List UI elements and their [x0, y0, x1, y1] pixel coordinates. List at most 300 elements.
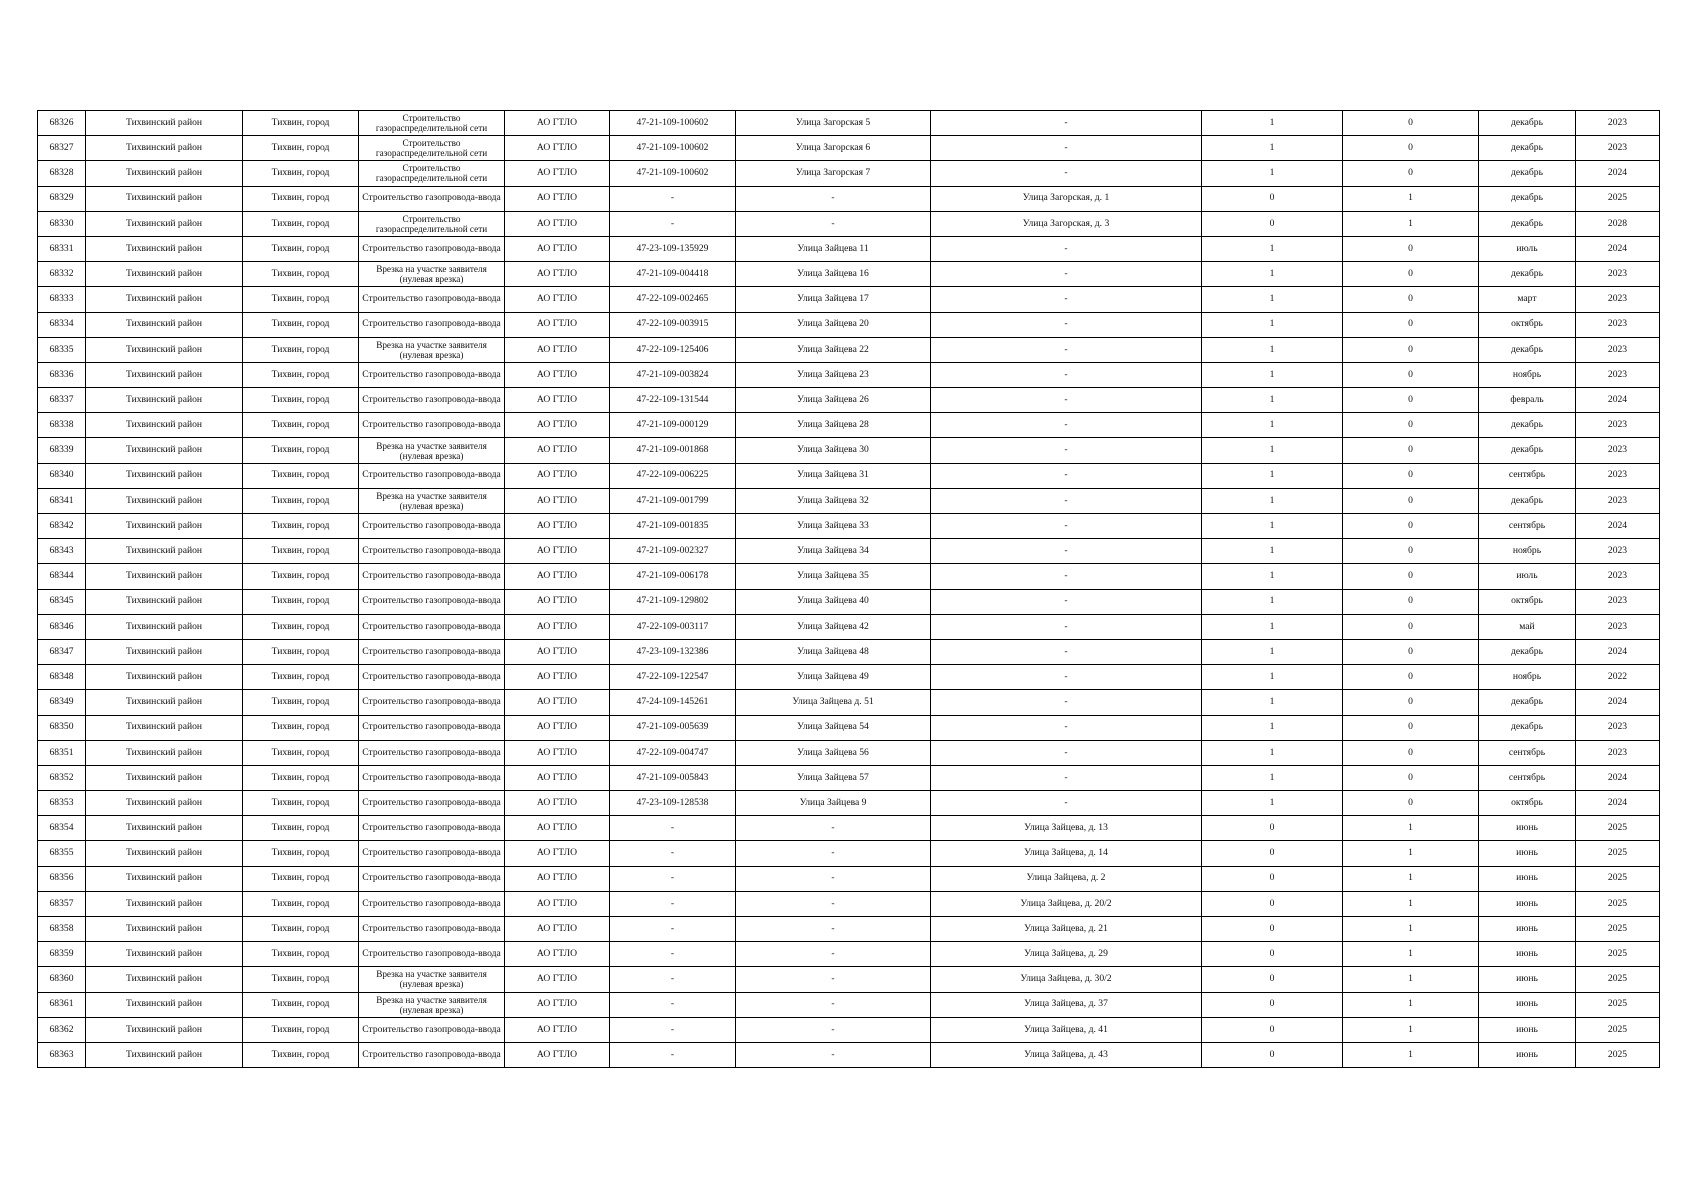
- month-cell: ноябрь: [1479, 362, 1576, 387]
- organization-cell: АО ГТЛО: [505, 514, 610, 539]
- locality-cell: Тихвин, город: [243, 1042, 359, 1067]
- year-cell: 2025: [1576, 816, 1660, 841]
- object-address-cell: Улица Зайцева 26: [736, 388, 931, 413]
- locality-cell: Тихвин, город: [243, 891, 359, 916]
- district-cell: Тихвинский район: [86, 312, 243, 337]
- table-row: [38, 488, 1660, 513]
- cadastral-number-cell: 47-23-109-128538: [610, 791, 736, 816]
- count-a-cell: 1: [1202, 639, 1343, 664]
- organization-cell: АО ГТЛО: [505, 463, 610, 488]
- cadastral-number-cell: 47-22-109-003915: [610, 312, 736, 337]
- month-cell: декабрь: [1479, 211, 1576, 236]
- cadastral-number-cell: -: [610, 841, 736, 866]
- table-row: [38, 942, 1660, 967]
- year-cell: 2023: [1576, 488, 1660, 513]
- table-row: [38, 312, 1660, 337]
- locality-cell: Тихвин, город: [243, 614, 359, 639]
- organization-cell: АО ГТЛО: [505, 942, 610, 967]
- table-row: [38, 211, 1660, 236]
- month-cell: декабрь: [1479, 262, 1576, 287]
- organization-cell: АО ГТЛО: [505, 765, 610, 790]
- year-cell: 2025: [1576, 1017, 1660, 1042]
- work-type-cell: Строительство газораспределительной сети: [359, 161, 505, 186]
- year-cell: 2023: [1576, 438, 1660, 463]
- work-type-cell: Строительство газопровода-ввода: [359, 690, 505, 715]
- count-b-cell: 0: [1343, 740, 1479, 765]
- locality-cell: Тихвин, город: [243, 665, 359, 690]
- district-cell: Тихвинский район: [86, 992, 243, 1017]
- count-b-cell: 0: [1343, 438, 1479, 463]
- month-cell: октябрь: [1479, 312, 1576, 337]
- count-a-cell: 1: [1202, 312, 1343, 337]
- table-row: [38, 816, 1660, 841]
- count-b-cell: 1: [1343, 211, 1479, 236]
- connection-address-cell: Улица Зайцева, д. 14: [931, 841, 1202, 866]
- organization-cell: АО ГТЛО: [505, 388, 610, 413]
- month-cell: октябрь: [1479, 589, 1576, 614]
- organization-cell: АО ГТЛО: [505, 438, 610, 463]
- count-b-cell: 0: [1343, 514, 1479, 539]
- month-cell: декабрь: [1479, 413, 1576, 438]
- district-cell: Тихвинский район: [86, 942, 243, 967]
- count-b-cell: 1: [1343, 942, 1479, 967]
- table-row: [38, 236, 1660, 261]
- month-cell: декабрь: [1479, 715, 1576, 740]
- organization-cell: АО ГТЛО: [505, 639, 610, 664]
- locality-cell: Тихвин, город: [243, 564, 359, 589]
- work-type-cell: Строительство газопровода-ввода: [359, 514, 505, 539]
- year-cell: 2023: [1576, 111, 1660, 136]
- month-cell: сентябрь: [1479, 740, 1576, 765]
- connection-address-cell: -: [931, 337, 1202, 362]
- district-cell: Тихвинский район: [86, 287, 243, 312]
- table-row: [38, 388, 1660, 413]
- year-cell: 2023: [1576, 312, 1660, 337]
- month-cell: сентябрь: [1479, 514, 1576, 539]
- count-a-cell: 1: [1202, 111, 1343, 136]
- month-cell: июнь: [1479, 891, 1576, 916]
- district-cell: Тихвинский район: [86, 337, 243, 362]
- connection-address-cell: Улица Зайцева, д. 43: [931, 1042, 1202, 1067]
- organization-cell: АО ГТЛО: [505, 891, 610, 916]
- organization-cell: АО ГТЛО: [505, 262, 610, 287]
- district-cell: Тихвинский район: [86, 816, 243, 841]
- connection-address-cell: -: [931, 463, 1202, 488]
- organization-cell: АО ГТЛО: [505, 614, 610, 639]
- row-number-cell: 68349: [38, 690, 86, 715]
- month-cell: сентябрь: [1479, 463, 1576, 488]
- count-a-cell: 1: [1202, 765, 1343, 790]
- cadastral-number-cell: 47-24-109-145261: [610, 690, 736, 715]
- count-b-cell: 0: [1343, 589, 1479, 614]
- row-number-cell: 68345: [38, 589, 86, 614]
- organization-cell: АО ГТЛО: [505, 186, 610, 211]
- connection-address-cell: Улица Зайцева, д. 20/2: [931, 891, 1202, 916]
- object-address-cell: Улица Зайцева 28: [736, 413, 931, 438]
- year-cell: 2024: [1576, 639, 1660, 664]
- row-number-cell: 68347: [38, 639, 86, 664]
- object-address-cell: Улица Зайцева 32: [736, 488, 931, 513]
- row-number-cell: 68362: [38, 1017, 86, 1042]
- month-cell: декабрь: [1479, 690, 1576, 715]
- object-address-cell: Улица Зайцева 34: [736, 539, 931, 564]
- table-row: [38, 161, 1660, 186]
- object-address-cell: Улица Загорская 6: [736, 136, 931, 161]
- count-b-cell: 1: [1343, 967, 1479, 992]
- locality-cell: Тихвин, город: [243, 1017, 359, 1042]
- district-cell: Тихвинский район: [86, 917, 243, 942]
- work-type-cell: Строительство газораспределительной сети: [359, 136, 505, 161]
- year-cell: 2023: [1576, 362, 1660, 387]
- organization-cell: АО ГТЛО: [505, 992, 610, 1017]
- table-row: [38, 362, 1660, 387]
- organization-cell: АО ГТЛО: [505, 690, 610, 715]
- object-address-cell: Улица Зайцева 57: [736, 765, 931, 790]
- month-cell: июнь: [1479, 1017, 1576, 1042]
- locality-cell: Тихвин, город: [243, 262, 359, 287]
- object-address-cell: Улица Зайцева 42: [736, 614, 931, 639]
- cadastral-number-cell: -: [610, 891, 736, 916]
- connection-address-cell: -: [931, 665, 1202, 690]
- year-cell: 2024: [1576, 514, 1660, 539]
- row-number-cell: 68353: [38, 791, 86, 816]
- work-type-cell: Строительство газопровода-ввода: [359, 740, 505, 765]
- work-type-cell: Строительство газопровода-ввода: [359, 866, 505, 891]
- district-cell: Тихвинский район: [86, 362, 243, 387]
- object-address-cell: Улица Зайцева 16: [736, 262, 931, 287]
- count-b-cell: 0: [1343, 111, 1479, 136]
- row-number-cell: 68334: [38, 312, 86, 337]
- district-cell: Тихвинский район: [86, 514, 243, 539]
- count-a-cell: 1: [1202, 262, 1343, 287]
- row-number-cell: 68331: [38, 236, 86, 261]
- count-a-cell: 1: [1202, 539, 1343, 564]
- connection-address-cell: Улица Зайцева, д. 2: [931, 866, 1202, 891]
- locality-cell: Тихвин, город: [243, 312, 359, 337]
- object-address-cell: Улица Зайцева 40: [736, 589, 931, 614]
- locality-cell: Тихвин, город: [243, 111, 359, 136]
- work-type-cell: Строительство газопровода-ввода: [359, 816, 505, 841]
- month-cell: июнь: [1479, 1042, 1576, 1067]
- count-a-cell: 1: [1202, 740, 1343, 765]
- connection-address-cell: -: [931, 136, 1202, 161]
- locality-cell: Тихвин, город: [243, 917, 359, 942]
- district-cell: Тихвинский район: [86, 262, 243, 287]
- year-cell: 2024: [1576, 388, 1660, 413]
- table-row: [38, 841, 1660, 866]
- row-number-cell: 68335: [38, 337, 86, 362]
- count-a-cell: 1: [1202, 136, 1343, 161]
- connection-address-cell: -: [931, 161, 1202, 186]
- cadastral-number-cell: 47-23-109-132386: [610, 639, 736, 664]
- count-a-cell: 0: [1202, 1042, 1343, 1067]
- year-cell: 2023: [1576, 262, 1660, 287]
- month-cell: ноябрь: [1479, 665, 1576, 690]
- count-b-cell: 1: [1343, 1017, 1479, 1042]
- month-cell: июнь: [1479, 992, 1576, 1017]
- cadastral-number-cell: 47-23-109-135929: [610, 236, 736, 261]
- object-address-cell: -: [736, 917, 931, 942]
- work-type-cell: Строительство газопровода-ввода: [359, 589, 505, 614]
- cadastral-number-cell: -: [610, 1042, 736, 1067]
- year-cell: 2025: [1576, 866, 1660, 891]
- object-address-cell: Улица Зайцева 33: [736, 514, 931, 539]
- gasification-table: [37, 110, 1660, 1068]
- organization-cell: АО ГТЛО: [505, 841, 610, 866]
- district-cell: Тихвинский район: [86, 463, 243, 488]
- cadastral-number-cell: -: [610, 992, 736, 1017]
- cadastral-number-cell: 47-22-109-006225: [610, 463, 736, 488]
- count-b-cell: 1: [1343, 186, 1479, 211]
- organization-cell: АО ГТЛО: [505, 111, 610, 136]
- count-b-cell: 0: [1343, 388, 1479, 413]
- row-number-cell: 68351: [38, 740, 86, 765]
- object-address-cell: -: [736, 866, 931, 891]
- month-cell: декабрь: [1479, 438, 1576, 463]
- organization-cell: АО ГТЛО: [505, 589, 610, 614]
- organization-cell: АО ГТЛО: [505, 715, 610, 740]
- count-b-cell: 0: [1343, 287, 1479, 312]
- connection-address-cell: -: [931, 740, 1202, 765]
- organization-cell: АО ГТЛО: [505, 917, 610, 942]
- year-cell: 2023: [1576, 614, 1660, 639]
- district-cell: Тихвинский район: [86, 211, 243, 236]
- table-row: [38, 539, 1660, 564]
- district-cell: Тихвинский район: [86, 236, 243, 261]
- locality-cell: Тихвин, город: [243, 791, 359, 816]
- organization-cell: АО ГТЛО: [505, 866, 610, 891]
- connection-address-cell: Улица Загорская, д. 3: [931, 211, 1202, 236]
- count-a-cell: 1: [1202, 337, 1343, 362]
- object-address-cell: -: [736, 891, 931, 916]
- locality-cell: Тихвин, город: [243, 413, 359, 438]
- year-cell: 2023: [1576, 463, 1660, 488]
- connection-address-cell: -: [931, 388, 1202, 413]
- row-number-cell: 68359: [38, 942, 86, 967]
- count-b-cell: 0: [1343, 639, 1479, 664]
- district-cell: Тихвинский район: [86, 161, 243, 186]
- organization-cell: АО ГТЛО: [505, 740, 610, 765]
- row-number-cell: 68360: [38, 967, 86, 992]
- work-type-cell: Строительство газопровода-ввода: [359, 891, 505, 916]
- organization-cell: АО ГТЛО: [505, 136, 610, 161]
- district-cell: Тихвинский район: [86, 715, 243, 740]
- count-b-cell: 0: [1343, 690, 1479, 715]
- month-cell: декабрь: [1479, 639, 1576, 664]
- object-address-cell: Улица Зайцева 17: [736, 287, 931, 312]
- locality-cell: Тихвин, город: [243, 740, 359, 765]
- district-cell: Тихвинский район: [86, 564, 243, 589]
- district-cell: Тихвинский район: [86, 665, 243, 690]
- district-cell: Тихвинский район: [86, 765, 243, 790]
- count-b-cell: 0: [1343, 665, 1479, 690]
- district-cell: Тихвинский район: [86, 639, 243, 664]
- month-cell: июнь: [1479, 866, 1576, 891]
- object-address-cell: Улица Зайцева 20: [736, 312, 931, 337]
- row-number-cell: 68363: [38, 1042, 86, 1067]
- table-row: [38, 639, 1660, 664]
- row-number-cell: 68342: [38, 514, 86, 539]
- table-row: [38, 337, 1660, 362]
- object-address-cell: -: [736, 841, 931, 866]
- locality-cell: Тихвин, город: [243, 539, 359, 564]
- table-row: [38, 614, 1660, 639]
- organization-cell: АО ГТЛО: [505, 488, 610, 513]
- object-address-cell: -: [736, 816, 931, 841]
- cadastral-number-cell: 47-21-109-005639: [610, 715, 736, 740]
- count-b-cell: 1: [1343, 841, 1479, 866]
- locality-cell: Тихвин, город: [243, 211, 359, 236]
- count-a-cell: 1: [1202, 463, 1343, 488]
- locality-cell: Тихвин, город: [243, 967, 359, 992]
- organization-cell: АО ГТЛО: [505, 539, 610, 564]
- row-number-cell: 68350: [38, 715, 86, 740]
- work-type-cell: Врезка на участке заявителя (нулевая врезка): [359, 488, 505, 513]
- connection-address-cell: -: [931, 514, 1202, 539]
- year-cell: 2023: [1576, 740, 1660, 765]
- cadastral-number-cell: 47-21-109-001868: [610, 438, 736, 463]
- work-type-cell: Строительство газопровода-ввода: [359, 765, 505, 790]
- locality-cell: Тихвин, город: [243, 438, 359, 463]
- year-cell: 2025: [1576, 186, 1660, 211]
- year-cell: 2023: [1576, 337, 1660, 362]
- month-cell: июнь: [1479, 917, 1576, 942]
- count-a-cell: 1: [1202, 514, 1343, 539]
- count-b-cell: 0: [1343, 564, 1479, 589]
- row-number-cell: 68337: [38, 388, 86, 413]
- object-address-cell: -: [736, 992, 931, 1017]
- month-cell: май: [1479, 614, 1576, 639]
- month-cell: февраль: [1479, 388, 1576, 413]
- organization-cell: АО ГТЛО: [505, 312, 610, 337]
- object-address-cell: -: [736, 1017, 931, 1042]
- connection-address-cell: Улица Зайцева, д. 13: [931, 816, 1202, 841]
- work-type-cell: Врезка на участке заявителя (нулевая врезка): [359, 262, 505, 287]
- object-address-cell: Улица Загорская 5: [736, 111, 931, 136]
- work-type-cell: Строительство газопровода-ввода: [359, 236, 505, 261]
- month-cell: июнь: [1479, 967, 1576, 992]
- object-address-cell: -: [736, 967, 931, 992]
- connection-address-cell: -: [931, 312, 1202, 337]
- work-type-cell: Строительство газопровода-ввода: [359, 791, 505, 816]
- row-number-cell: 68332: [38, 262, 86, 287]
- cadastral-number-cell: -: [610, 917, 736, 942]
- organization-cell: АО ГТЛО: [505, 791, 610, 816]
- year-cell: 2024: [1576, 690, 1660, 715]
- work-type-cell: Строительство газопровода-ввода: [359, 186, 505, 211]
- count-b-cell: 1: [1343, 891, 1479, 916]
- count-a-cell: 1: [1202, 161, 1343, 186]
- count-b-cell: 0: [1343, 463, 1479, 488]
- district-cell: Тихвинский район: [86, 690, 243, 715]
- work-type-cell: Врезка на участке заявителя (нулевая врезка): [359, 337, 505, 362]
- row-number-cell: 68339: [38, 438, 86, 463]
- count-a-cell: 0: [1202, 1017, 1343, 1042]
- count-a-cell: 1: [1202, 665, 1343, 690]
- cadastral-number-cell: 47-22-109-122547: [610, 665, 736, 690]
- month-cell: октябрь: [1479, 791, 1576, 816]
- connection-address-cell: -: [931, 236, 1202, 261]
- year-cell: 2025: [1576, 1042, 1660, 1067]
- object-address-cell: Улица Зайцева 31: [736, 463, 931, 488]
- row-number-cell: 68346: [38, 614, 86, 639]
- row-number-cell: 68358: [38, 917, 86, 942]
- year-cell: 2024: [1576, 765, 1660, 790]
- cadastral-number-cell: -: [610, 211, 736, 236]
- table-row: [38, 589, 1660, 614]
- object-address-cell: -: [736, 1042, 931, 1067]
- count-a-cell: 0: [1202, 917, 1343, 942]
- count-b-cell: 0: [1343, 791, 1479, 816]
- locality-cell: Тихвин, город: [243, 136, 359, 161]
- locality-cell: Тихвин, город: [243, 816, 359, 841]
- cadastral-number-cell: 47-21-109-003824: [610, 362, 736, 387]
- table-row: [38, 917, 1660, 942]
- row-number-cell: 68340: [38, 463, 86, 488]
- organization-cell: АО ГТЛО: [505, 236, 610, 261]
- district-cell: Тихвинский район: [86, 866, 243, 891]
- object-address-cell: -: [736, 211, 931, 236]
- year-cell: 2025: [1576, 917, 1660, 942]
- year-cell: 2023: [1576, 287, 1660, 312]
- work-type-cell: Строительство газопровода-ввода: [359, 917, 505, 942]
- row-number-cell: 68348: [38, 665, 86, 690]
- cadastral-number-cell: 47-21-109-100602: [610, 161, 736, 186]
- district-cell: Тихвинский район: [86, 589, 243, 614]
- row-number-cell: 68355: [38, 841, 86, 866]
- district-cell: Тихвинский район: [86, 186, 243, 211]
- district-cell: Тихвинский район: [86, 388, 243, 413]
- row-number-cell: 68343: [38, 539, 86, 564]
- district-cell: Тихвинский район: [86, 539, 243, 564]
- work-type-cell: Строительство газораспределительной сети: [359, 111, 505, 136]
- object-address-cell: Улица Зайцева 30: [736, 438, 931, 463]
- count-a-cell: 0: [1202, 992, 1343, 1017]
- table-row: [38, 1042, 1660, 1067]
- locality-cell: Тихвин, город: [243, 942, 359, 967]
- organization-cell: АО ГТЛО: [505, 362, 610, 387]
- locality-cell: Тихвин, город: [243, 388, 359, 413]
- cadastral-number-cell: 47-21-109-129802: [610, 589, 736, 614]
- cadastral-number-cell: 47-22-109-131544: [610, 388, 736, 413]
- locality-cell: Тихвин, город: [243, 514, 359, 539]
- year-cell: 2023: [1576, 539, 1660, 564]
- count-b-cell: 0: [1343, 765, 1479, 790]
- row-number-cell: 68338: [38, 413, 86, 438]
- table-row: [38, 287, 1660, 312]
- object-address-cell: Улица Зайцева 54: [736, 715, 931, 740]
- year-cell: 2025: [1576, 992, 1660, 1017]
- table-row: [38, 438, 1660, 463]
- row-number-cell: 68352: [38, 765, 86, 790]
- cadastral-number-cell: -: [610, 816, 736, 841]
- connection-address-cell: -: [931, 765, 1202, 790]
- work-type-cell: Строительство газопровода-ввода: [359, 1042, 505, 1067]
- object-address-cell: Улица Зайцева 23: [736, 362, 931, 387]
- locality-cell: Тихвин, город: [243, 463, 359, 488]
- count-b-cell: 0: [1343, 488, 1479, 513]
- month-cell: июль: [1479, 564, 1576, 589]
- organization-cell: АО ГТЛО: [505, 1042, 610, 1067]
- organization-cell: АО ГТЛО: [505, 665, 610, 690]
- count-a-cell: 0: [1202, 866, 1343, 891]
- connection-address-cell: -: [931, 639, 1202, 664]
- count-a-cell: 0: [1202, 816, 1343, 841]
- organization-cell: АО ГТЛО: [505, 1017, 610, 1042]
- district-cell: Тихвинский район: [86, 413, 243, 438]
- count-b-cell: 0: [1343, 161, 1479, 186]
- organization-cell: АО ГТЛО: [505, 564, 610, 589]
